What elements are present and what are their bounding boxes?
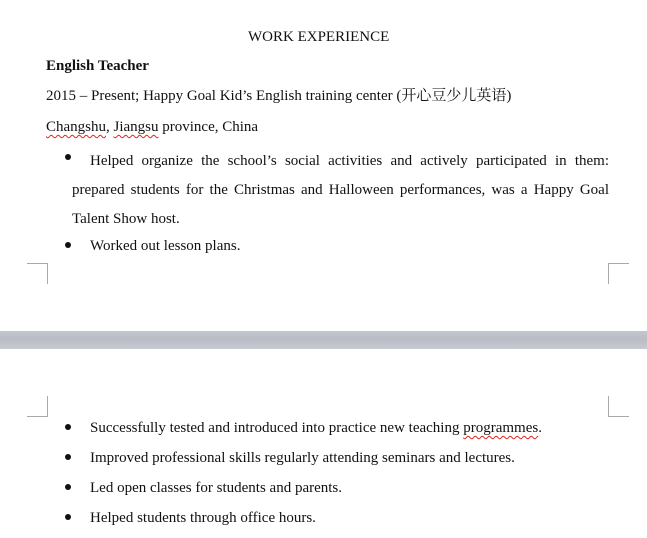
crop-mark-top-right-page2 [608,396,629,417]
bullet-point [65,424,71,430]
misspelled-word-programmes[interactable]: programmes [463,420,539,436]
bullet-point [65,242,71,248]
location-line[interactable] [46,118,258,136]
job-title[interactable]: English Teacher [46,58,149,74]
bullet-text-office-hours[interactable]: Helped students through office hours. [90,510,316,526]
section-heading[interactable]: WORK EXPERIENCE [248,29,390,45]
bullet-text-professional-skills[interactable]: Improved professional skills regularly attending seminars and lectures. [90,450,515,466]
bullet-text-lesson-plans[interactable]: Worked out lesson plans. [90,238,241,254]
bullet-text-teaching-programmes[interactable] [90,419,542,437]
bullet-text-open-classes[interactable]: Led open classes for students and parents. [90,480,343,496]
crop-mark-bottom-right-page1 [608,263,629,284]
bullet-point [65,454,71,460]
misspelled-word-jiangsu[interactable]: Jiangsu [113,119,159,135]
crop-mark-top-left-page2 [27,396,48,417]
bullet-point [65,154,71,160]
bullet-text-part: Successfully tested and introduced into practice new teaching [90,420,464,436]
location-separator: , [106,119,114,135]
bullet-point [65,514,71,520]
crop-mark-bottom-left-page1 [27,263,48,284]
location-rest: province, China [158,119,259,135]
page-break-gap [0,331,647,349]
bullet-point [65,484,71,490]
dates-employer-line[interactable]: 2015 – Present; Happy Goal Kid’s English training center (开心豆少儿英语) [46,88,512,104]
bullet-text-part: . [538,420,542,436]
misspelled-word-changshu[interactable]: Changshu [46,119,106,135]
bullet-text-activities[interactable]: Helped organize the school’s social activities and actively participated in them: prepared students for the Christmas and Halloween performances, was a Happy Goal Talent Show host. [72,153,609,227]
